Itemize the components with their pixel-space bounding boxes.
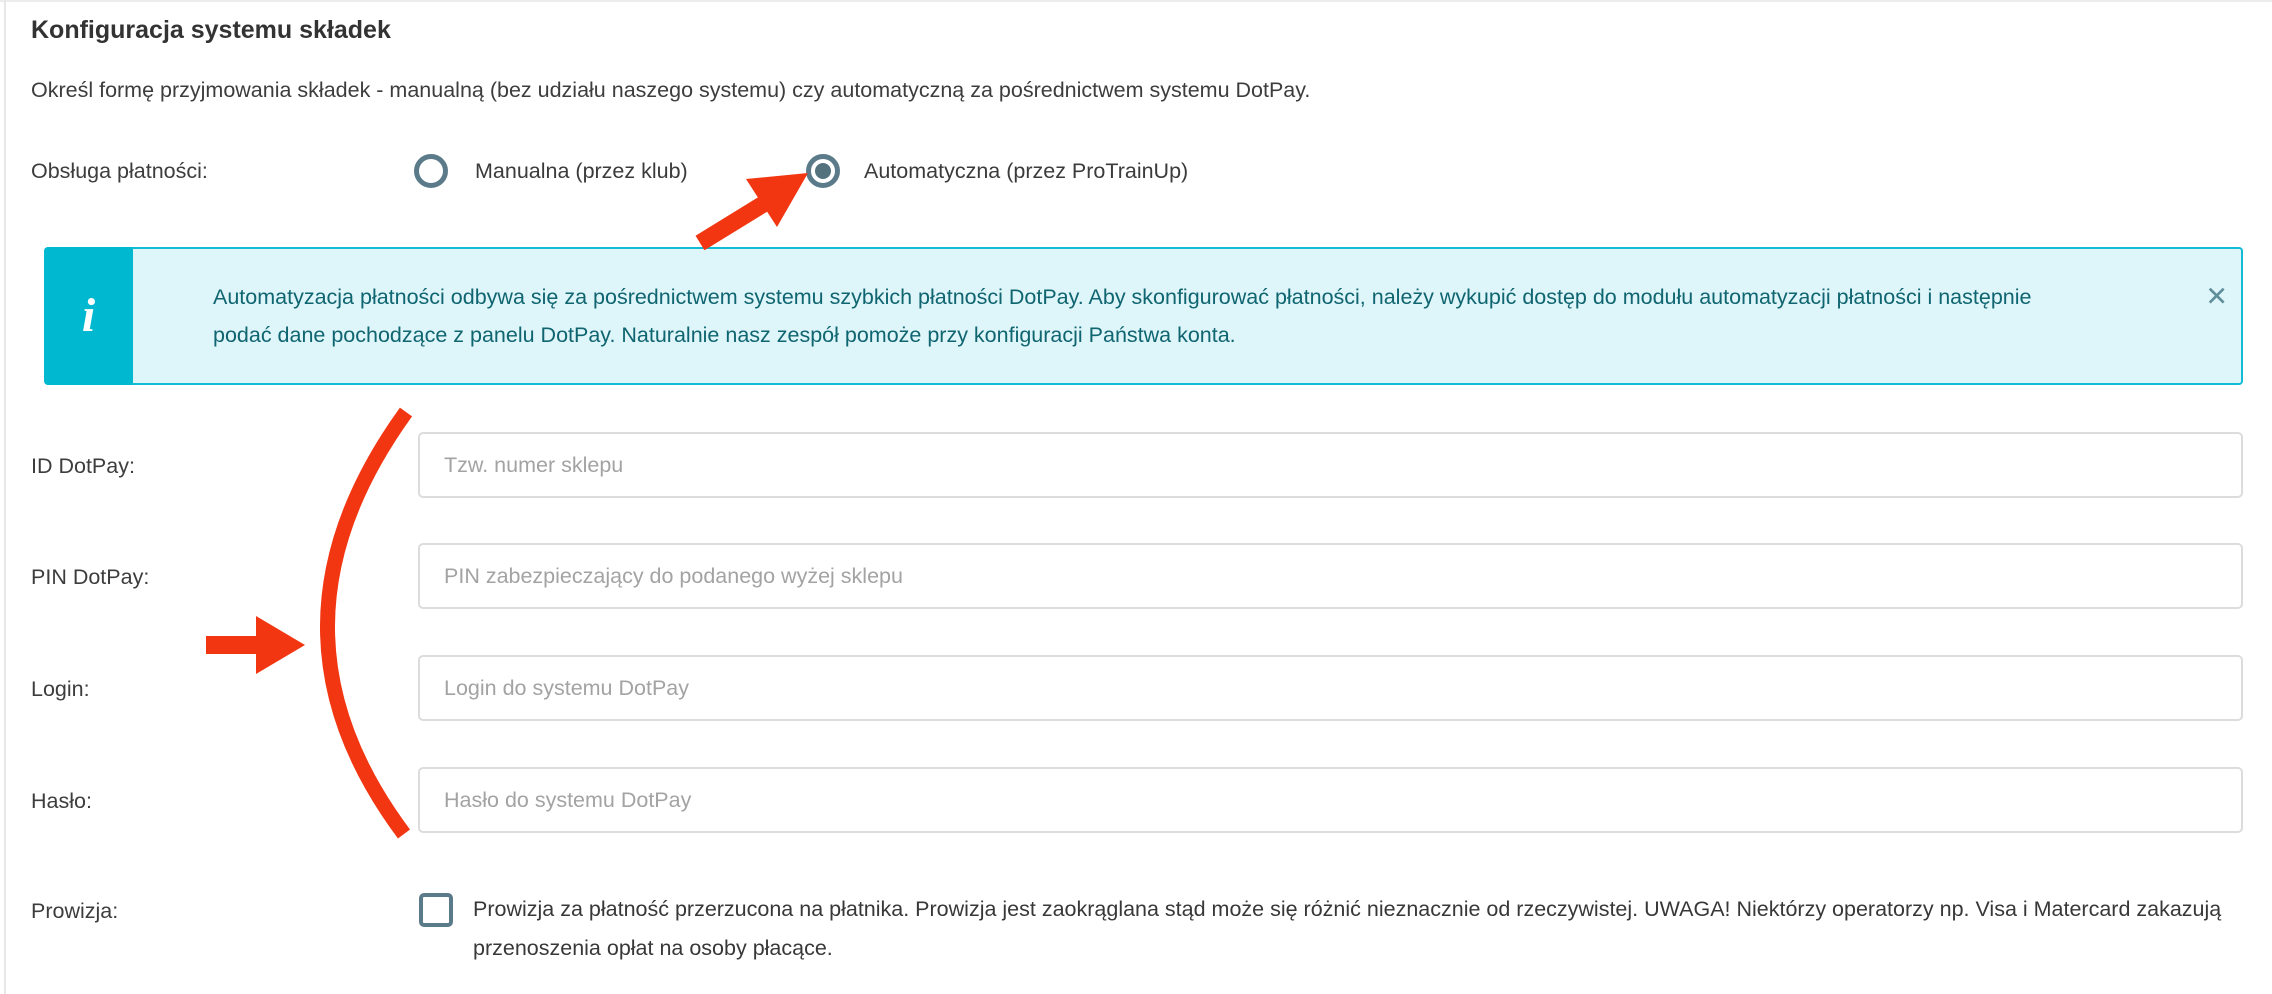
- commission-label: Prowizja:: [31, 899, 119, 923]
- close-icon[interactable]: ✕: [2205, 281, 2228, 312]
- info-icon: [44, 247, 133, 385]
- radio-automatic-payments-label[interactable]: Automatyczna (przez ProTrainUp): [864, 159, 1189, 183]
- payment-handling-label: Obsługa płatności:: [31, 159, 208, 183]
- password-input[interactable]: [418, 767, 2243, 833]
- arc-brace-credential-fields: [327, 412, 406, 834]
- commission-checkbox[interactable]: [419, 893, 453, 927]
- panel-left-border: [4, 0, 6, 994]
- page-title: Konfiguracja systemu składek: [31, 16, 391, 44]
- radio-manual-payments-label[interactable]: Manualna (przez klub): [475, 159, 688, 183]
- commission-description: Prowizja za płatność przerzucona na płatnika. Prowizja jest zaokrąglana stąd może się różnić nieznacznie od rzeczywistej. UWAGA! Niektórzy operatorzy np. Visa i Matercard zakazują przenoszenia opłat na osoby płacące.: [473, 897, 2222, 960]
- radio-manual-payments[interactable]: [414, 154, 448, 188]
- id-dotpay-input[interactable]: [418, 432, 2243, 498]
- radio-dot: [815, 163, 831, 179]
- dotpay-info-alert: [44, 247, 2243, 385]
- password-label: Hasło:: [31, 789, 92, 813]
- pin-dotpay-label: PIN DotPay:: [31, 565, 150, 589]
- info-alert-body: [133, 247, 2243, 385]
- login-input[interactable]: [418, 655, 2243, 721]
- radio-automatic-payments[interactable]: [806, 154, 840, 188]
- radio-dot: [423, 163, 439, 179]
- page-subtitle: Określ formę przyjmowania składek - manualną (bez udziału naszego systemu) czy automatyczną za pośrednictwem systemu DotPay.: [31, 78, 1311, 102]
- login-label: Login:: [31, 677, 90, 701]
- pin-dotpay-input[interactable]: [418, 543, 2243, 609]
- info-icon-glyph: i: [81, 289, 96, 342]
- arrow-to-automatic-radio: [700, 173, 808, 243]
- arrow-to-credential-fields: [206, 616, 305, 674]
- id-dotpay-label: ID DotPay:: [31, 454, 135, 478]
- panel-top-border: [0, 0, 2272, 2]
- info-alert-text: Automatyzacja płatności odbywa się za pośrednictwem systemu szybkich płatności DotPay. Aby skonfigurować płatności, należy wykupić dostęp do modułu automatyzacji płatności i następnie podać dane pochodzące z panelu DotPay. Naturalnie nasz zespół pomoże przy konfiguracji Państwa konta.: [213, 285, 2032, 347]
